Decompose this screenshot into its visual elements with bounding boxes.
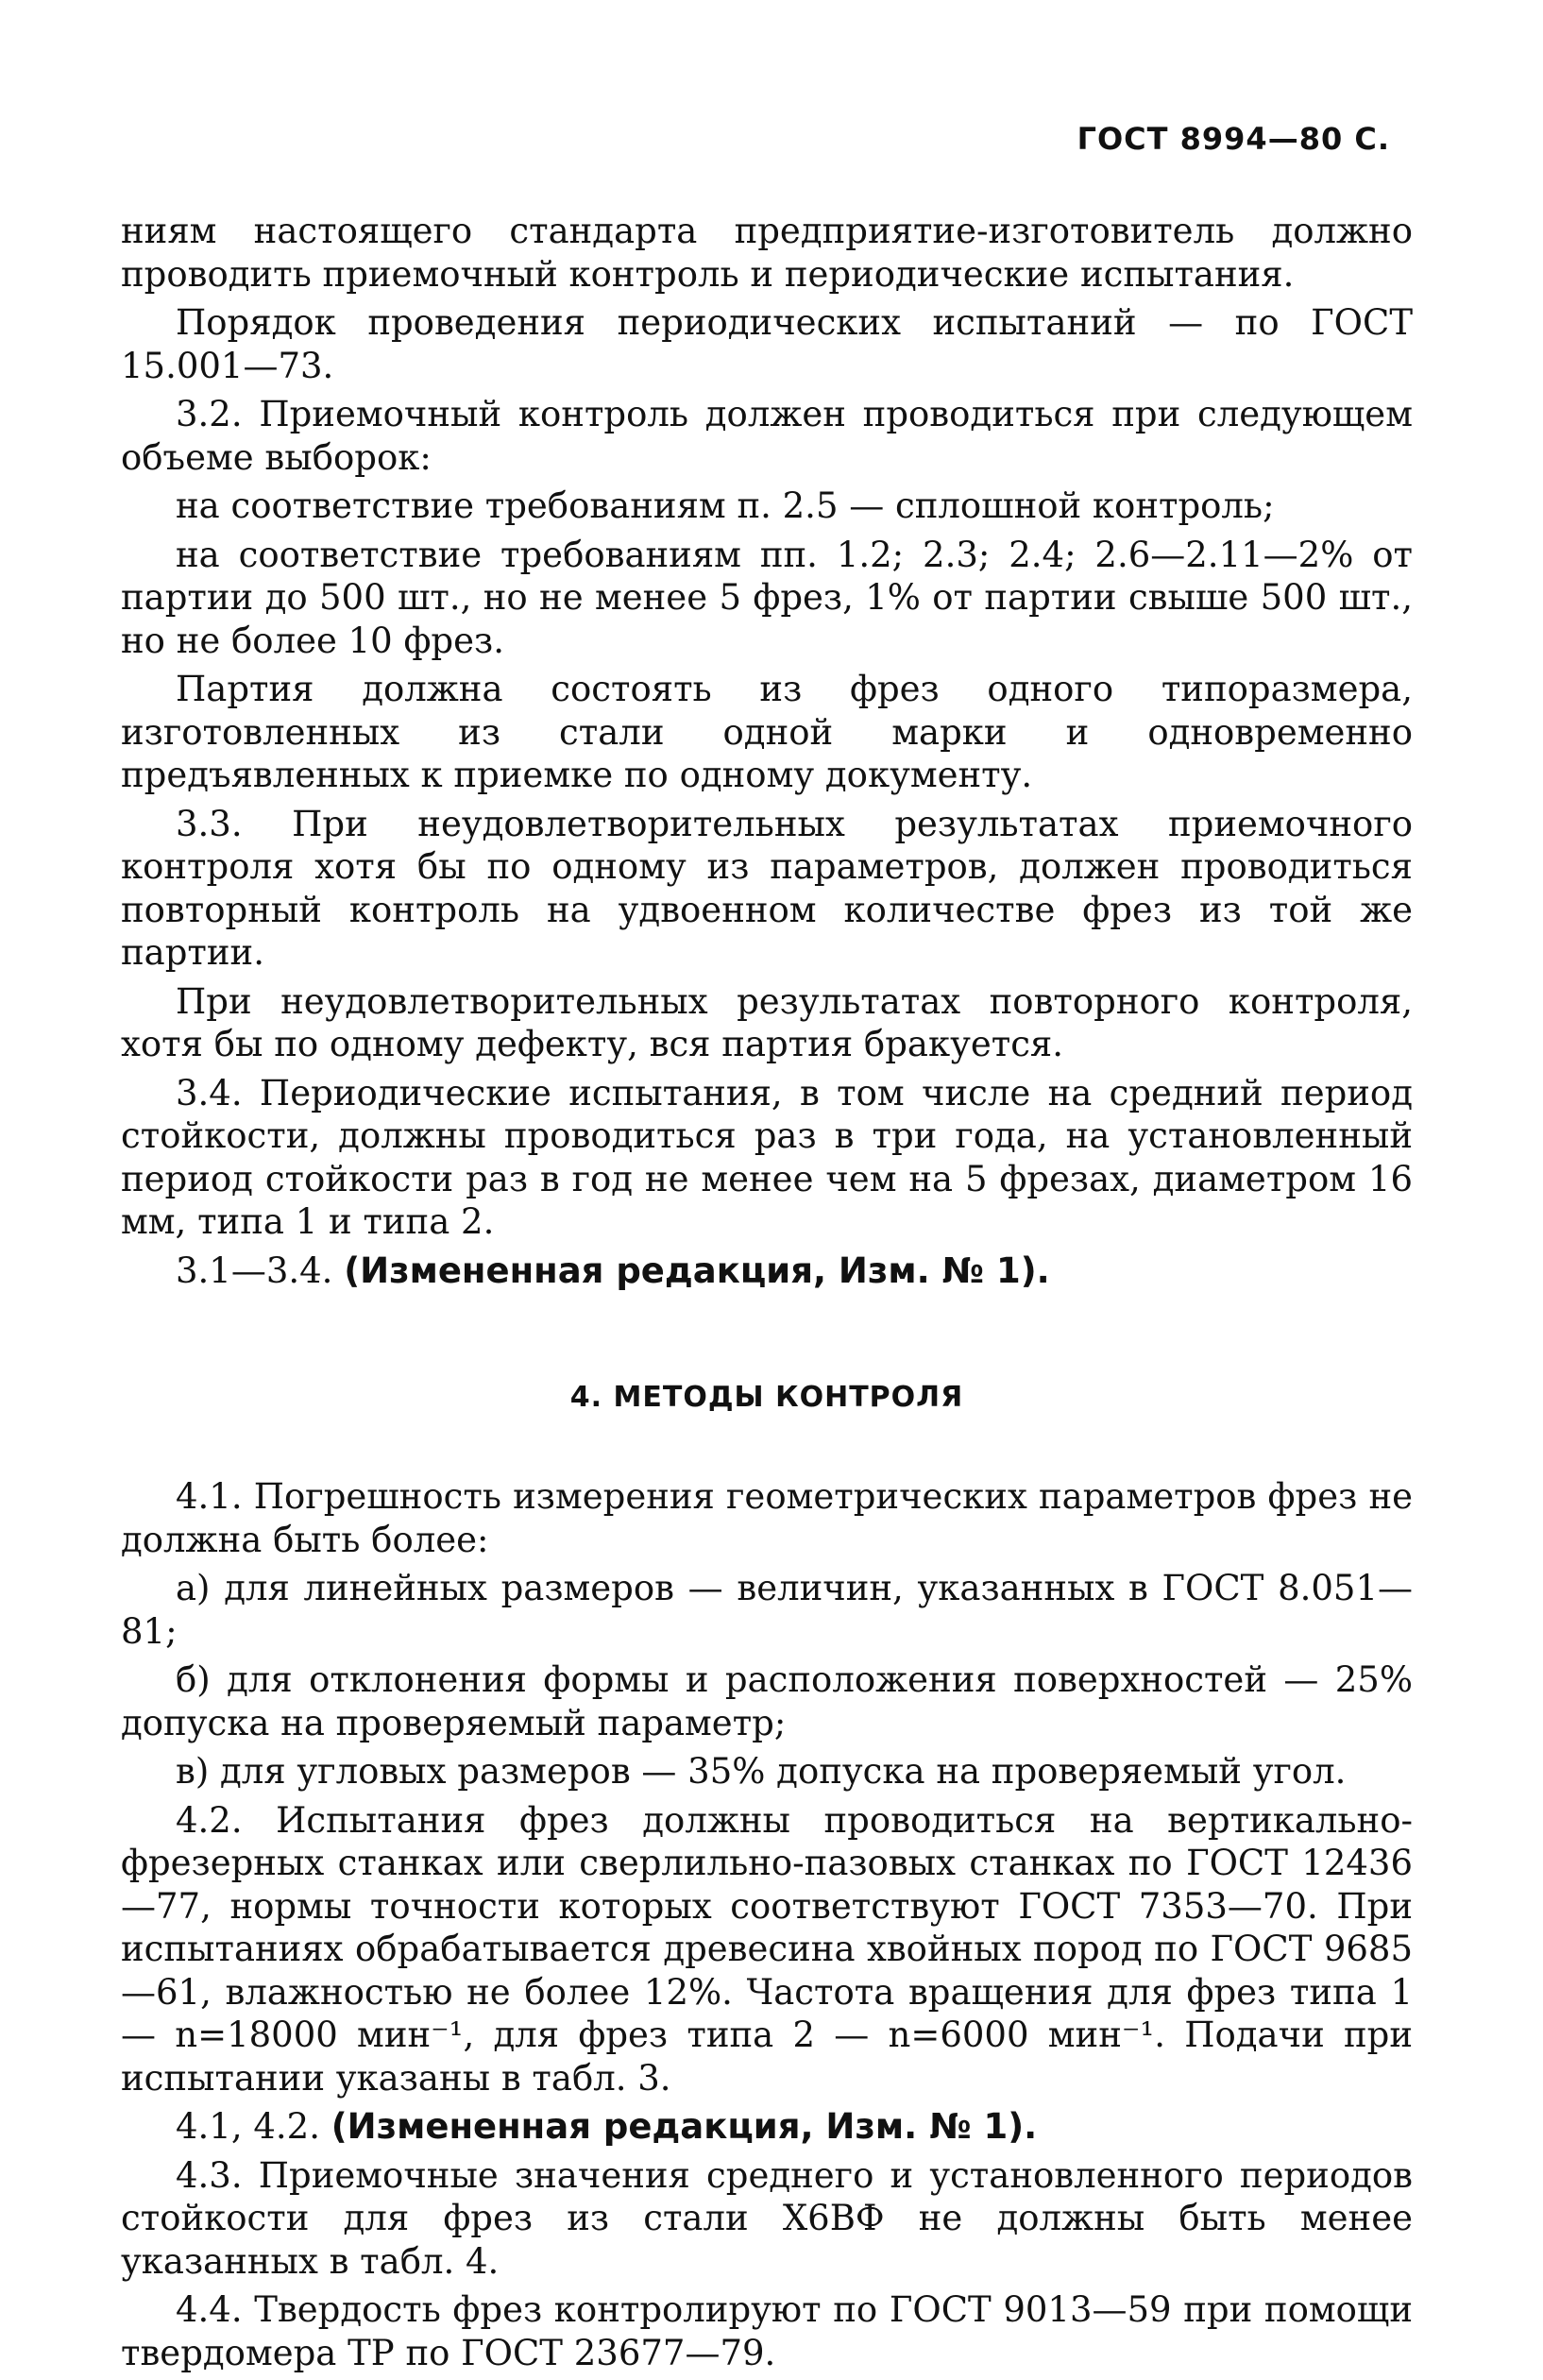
paragraph-4-4: 4.4. Твердость фрез контролируют по ГОСТ 9013—59 при помощи твердомера ТР по ГОСТ 23677—79. xyxy=(121,2289,1413,2373)
paragraph-4-2: 4.2. Испытания фрез должны проводиться на вертикально-фрезерных станках или сверлильно-пазовых станках по ГОСТ 12436—77, нормы точности которых соответствуют ГОСТ 7353—70. При испытаниях обрабатывается древесина хвойных пород по ГОСТ 9685—61, влажностью не более 12%. Частота вращения для фрез типа 1 — n=18000 мин⁻¹, для фрез типа 2 — n=6000 мин⁻¹. Подачи при испытании указаны в табл. 3. xyxy=(121,1799,1413,2099)
running-header: ГОСТ 8994—80 С. xyxy=(1077,121,1390,157)
paragraph-batch-definition: Партия должна состоять из фрез одного типоразмера, изготовленных из стали одной марки и одновременно предъявленных к приемке по одному документу. xyxy=(121,669,1413,795)
document-body xyxy=(121,210,1413,2380)
paragraph-batch-rejection: При неудовлетворительных результатах повторного контроля, хотя бы по одному дефекту, вся партия бракуется. xyxy=(121,980,1413,1064)
paragraph-amendment-note-4 xyxy=(121,2105,1413,2149)
paragraph-amendment-note-3 xyxy=(121,1250,1413,1293)
paragraph-3-4: 3.4. Периодические испытания, в том числе на средний период стойкости, должны проводиться раз в три года, на установленный период стойкости раз в год не менее чем на 5 фрезах, диаметром 16 мм, типа 1 и типа 2. xyxy=(121,1072,1413,1242)
amendment-note: (Измененная редакция, Изм. № 1). xyxy=(331,2106,1038,2147)
paragraph-continuous-control: на соответствие требованиям п. 2.5 — сплошной контроль; xyxy=(176,485,1275,526)
amendment-range-label: 3.1—3.4. xyxy=(176,1250,345,1291)
paragraph-4-1: 4.1. Погрешность измерения геометрических параметров фрез не должна быть более: xyxy=(121,1476,1413,1560)
paragraph-4-1-b: б) для отклонения формы и расположения поверхностей — 25% допуска на проверяемый параметр; xyxy=(121,1659,1413,1743)
paragraph-3-2: 3.2. Приемочный контроль должен проводиться при следующем объеме выборок: xyxy=(121,394,1413,478)
paragraph-3-3: 3.3. При неудовлетворительных результатах приемочного контроля хотя бы по одному из параметров, должен проводиться повторный контроль на удвоенном количестве фрез из той же партии. xyxy=(121,803,1413,973)
paragraph-periodic-tests-order: Порядок проведения периодических испытаний — по ГОСТ 15.001—73. xyxy=(121,302,1413,386)
paragraph-4-1-a: а) для линейных размеров — величин, указанных в ГОСТ 8.051—81; xyxy=(121,1568,1413,1652)
paragraph-continuation: ниям настоящего стандарта предприятие-изготовитель должно проводить приемочный контроль и периодические испытания. xyxy=(121,211,1413,295)
amendment-note: (Измененная редакция, Изм. № 1). xyxy=(344,1250,1050,1291)
paragraph-sampling-requirements: на соответствие требованиям пп. 1.2; 2.3; 2.4; 2.6—2.11—2% от партии до 500 шт., но не менее 5 фрез, 1% от партии свыше 500 шт., но не более 10 фрез. xyxy=(121,534,1413,661)
amendment-range-label: 4.1, 4.2. xyxy=(176,2106,331,2147)
paragraph-4-3: 4.3. Приемочные значения среднего и установленного периодов стойкости для фрез из стали Х6ВФ не должны быть менее указанных в табл. 4. xyxy=(121,2154,1413,2282)
section-4-title: 4. МЕТОДЫ КОНТРОЛЯ xyxy=(569,1381,964,1414)
paragraph-4-1-c: в) для угловых размеров — 35% допуска на проверяемый угол. xyxy=(176,1751,1347,1792)
